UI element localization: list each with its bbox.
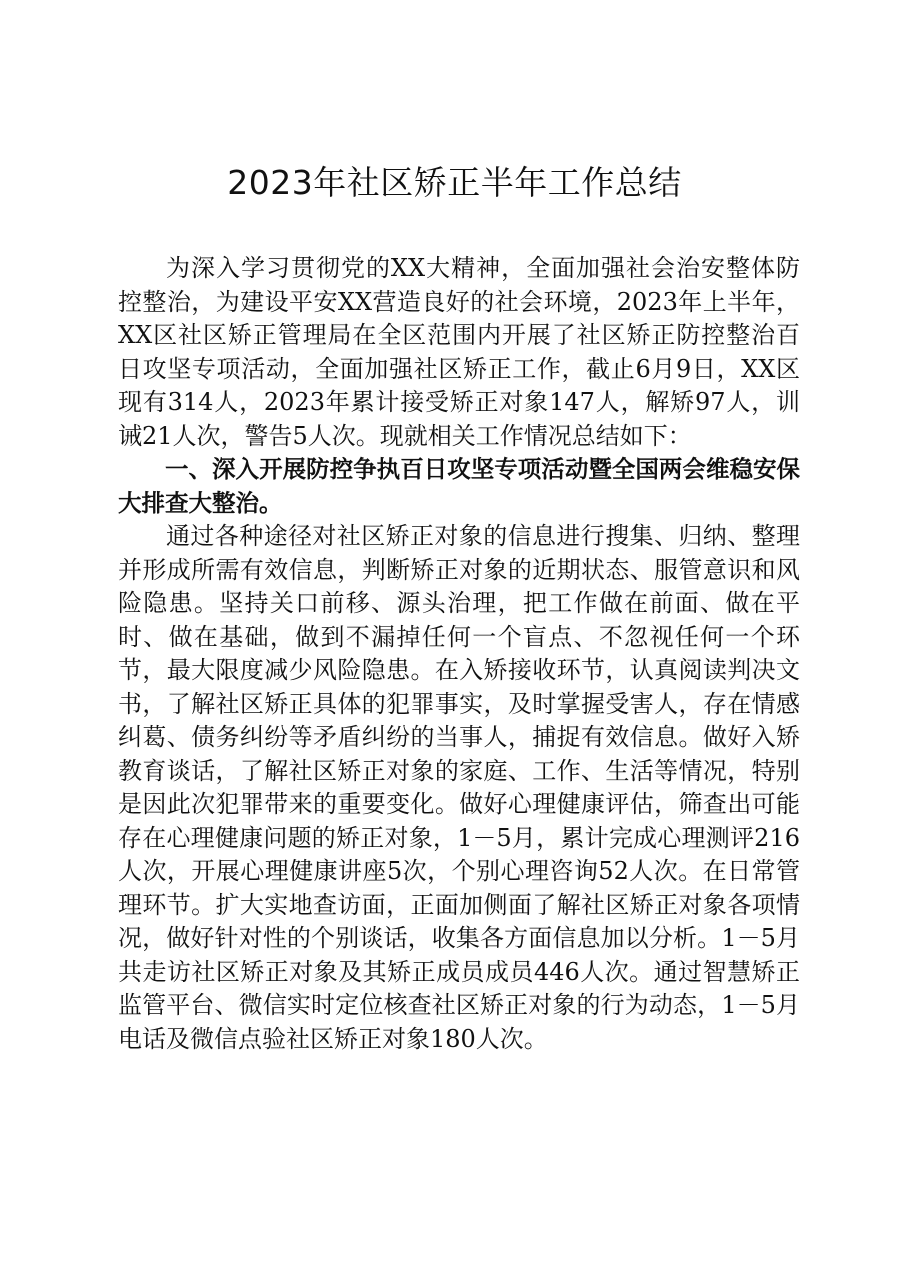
document-title: 2023年社区矫正半年工作总结: [227, 163, 682, 202]
document-body: [118, 252, 800, 1056]
section-1-paragraph: 通过各种途径对社区矫正对象的信息进行搜集、归纳、整理并形成所需有效信息，判断矫正对象的近期状态、服管意识和风险隐患。坚持关口前移、源头治理，把工作做在前面、做在平时、做在基础，做到不漏掉任何一个盲点、不忽视任何一个环节，最大限度减少风险隐患。在入矫接收环节，认真阅读判决文书，了解社区矫正具体的犯罪事实，及时掌握受害人，存在情感纠葛、债务纠纷等矛盾纠纷的当事人，捕捉有效信息。做好入矫教育谈话，了解社区矫正对象的家庭、工作、生活等情况，特别是因此次犯罪带来的重要变化。做好心理健康评估，筛查出可能存在心理健康问题的矫正对象，1－5月，累计完成心理测评216人次，开展心理健康讲座5次，个别心理咨询52人次。在日常管理环节。扩大实地查访面，正面加侧面了解社区矫正对象各项情况，做好针对性的个别谈话，收集各方面信息加以分析。1－5月共走访社区矫正对象及其矫正成员成员446人次。通过智慧矫正监管平台、微信实时定位核查社区矫正对象的行为动态，1－5月电话及微信点验社区矫正对象180人次。: [118, 522, 800, 1053]
section-1-heading: 一、深入开展防控争执百日攻坚专项活动暨全国两会维稳安保大排查大整治。: [118, 455, 800, 517]
intro-paragraph: 为深入学习贯彻党的XX大精神，全面加强社会治安整体防控整治，为建设平安XX营造良好的社会环境，2023年上半年，XX区社区矫正管理局在全区范围内开展了社区矫正防控整治百日攻坚专项活动，全面加强社区矫正工作，截止6月9日，XX区现有314人，2023年累计接受矫正对象147人，解矫97人，训诫21人次，警告5人次。现就相关工作情况总结如下：: [118, 254, 800, 450]
